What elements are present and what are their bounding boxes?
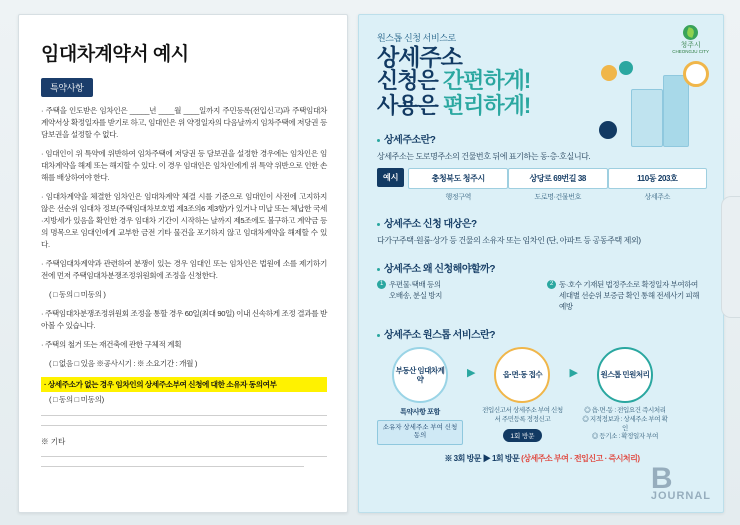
process-flow [377, 347, 707, 445]
benefit-desc-2: 세대별 선순위 보증금 확인 통해 전세사기 피해 예방 [559, 291, 700, 312]
divider-1 [41, 415, 327, 416]
hero-line3-prefix: 사용은 [377, 92, 443, 118]
magnifier-icon [683, 61, 709, 87]
flow-step-1-caption: 특약사항 포함 [400, 409, 440, 417]
divider-4 [41, 466, 304, 467]
detailed-address-consent-highlight: · 상세주소가 없는 경우 임차인의 상세주소부여 신청에 대한 소유자 동의여부 [41, 377, 327, 392]
page-title: 임대차계약서 예시 [41, 44, 189, 65]
clause-5: · 주택임대차분쟁조정위원회 조정을 통할 경우 60일(최대 90일) 이내 신속하게 조정 결과를 받아볼 수 있습니다. [41, 308, 327, 330]
hero-line2-accent: 간편하게! [442, 68, 531, 94]
building-shape-2 [663, 75, 689, 147]
footer-note-prefix: ※ 3회 방문 ▶ 1회 방문 [444, 453, 520, 463]
address-cell-region [408, 168, 508, 202]
clause-6: · 주택의 철거 또는 재건축에 관한 구체적 계획 [41, 339, 182, 349]
etc-label: ※ 기타 [41, 436, 66, 446]
dispute-consent-checkboxes[interactable]: ( □ 동의 □ 미동의 ) [49, 289, 106, 299]
divider-2 [41, 425, 327, 426]
watermark [651, 462, 711, 502]
clause-4: · 주택임대차계약과 관련하여 분쟁이 있는 경우 임대인 또는 임차인은 법원에 소를 제기하기 전에 먼저 주택임대차분쟁조정위원회에 조정을 신청한다. [41, 258, 327, 280]
benefit-title-2: 동·호수 기재된 법정주소로 확정일자 부여하여 [559, 280, 698, 290]
right-page [358, 14, 724, 513]
flow-arrow-1-icon: ▶ [467, 367, 476, 380]
illustration [597, 59, 715, 151]
left-page [18, 14, 348, 513]
benefit-desc-1: 오배송, 분실 방지 [389, 291, 442, 301]
flow-step-2-circle: 읍·면·동 접수 [494, 347, 550, 403]
address-cell-road [508, 168, 608, 202]
clause-1: · 주택을 인도받은 임차인은 _____년 ____월 ____일까지 주민등록(전입신고)과 주택임대차계약서상 확정일자를 받기로 하고, 임대인은 위 약정일자의 다음날까지 임차주택에 저당권 등 담보권을 설정할 수 없다. [41, 106, 327, 139]
section-body-target: 다가구주택·원룸·상가 등 건물의 소유자 또는 임차인 (단, 아파트 등 공동주택 제외) [377, 236, 641, 246]
flow-step-1 [377, 347, 463, 445]
city-logo-sub: CHEONGJU CITY [672, 48, 709, 54]
section-body-what-is: 상세주소는 도로명주소의 건물번호 뒤에 표기하는 동·층·호실니다. [377, 152, 591, 162]
flow-step-1-circle: 부동산 임대차계약 [392, 347, 448, 403]
section-heading-what-is: 상세주소란? [377, 131, 707, 146]
flow-step-3-caption-2: ◎ 지적정보과 : 상세주소 부여 확인 [582, 415, 668, 432]
flow-step-3-caption-3: ◎ 등기소 : 확정일자 부여 [591, 433, 658, 441]
address-cell-region-value: 충청북도 청주시 [408, 168, 508, 189]
hero-subtitle: 원스톱 신청 서비스로 [377, 33, 456, 43]
person-avatar-icon-3 [599, 121, 617, 139]
footer-note-suffix: (상세주소 부여 · 전입신고 · 즉시처리) [521, 453, 640, 463]
watermark-sub: JOURNAL [650, 490, 711, 502]
address-cell-detail [608, 168, 708, 202]
detailed-address-consent-checkboxes[interactable]: ( □ 동의 □ 미동의) [49, 394, 104, 404]
clause-3: · 임대차계약을 체결한 임차인은 임대차계약 체결 시를 기준으로 임대인이 사전에 고지하지 않은 선순위 임대차 정보(주택임대차보호법 제3조의6 제3항)가 있거나 미납 또는 체납한 국세·지방세가 있음을 확인한 경우 임대차 기간이 시작하는 날까지 제5조에도 불구하고 계약금 등의 명목으로 임대인에게 교부한 금전 기타 물건을 포기하지 않고 임대차계약을 해제할 수 있다. [41, 191, 327, 249]
benefit-title-1: 우편물·택배 등의 [389, 280, 441, 290]
city-logo [672, 25, 709, 55]
benefits-list [377, 280, 707, 313]
hero-line2-prefix: 신청은 [377, 68, 443, 94]
address-cell-region-label: 행정구역 [445, 194, 471, 202]
address-example-table [377, 168, 707, 202]
hero-line3-accent: 편리하게! [442, 92, 531, 118]
flow-step-2-visit-tag: 1회 방문 [503, 429, 541, 442]
plan-checkboxes[interactable]: ( □ 없음 □ 있음 ※공사시기 : ※ 소요기간 : 개월 ) [49, 358, 197, 368]
hero-title-main: 상세주소 [377, 44, 462, 70]
building-shape [631, 89, 663, 147]
flow-step-3-circle: 원스톱 민원처리 [597, 347, 653, 403]
benefit-item-1 [377, 280, 537, 313]
benefit-number-icon-1: 1 [377, 280, 386, 289]
address-cell-detail-value: 110동 203호 [608, 168, 708, 189]
flow-step-3-caption-1: ◎ 읍·면·동 : 전입요건 즉시처리 [584, 407, 666, 415]
benefit-item-2 [547, 280, 707, 313]
folder-notch [721, 196, 740, 318]
address-example-badge: 예시 [377, 168, 404, 187]
benefit-number-icon-2: 2 [547, 280, 556, 289]
flow-step-1-badge: 소유자 상세주소 부여 신청 동의 [377, 420, 463, 445]
city-emblem-icon [683, 25, 698, 40]
section-heading-target: 상세주소 신청 대상은? [377, 215, 707, 230]
clause-2: · 임대인이 위 특약에 위반하여 임차주택에 저당권 등 담보권을 설정한 경우에는 임차인은 임대차계약을 해제 또는 해지할 수 있다. 이 경우 임대인은 임차인에게 위 특약 위반으로 인한 손해를 배상하여야 한다. [41, 148, 327, 182]
divider-3 [41, 456, 327, 457]
address-cell-road-value: 상당로 69번길 38 [508, 168, 608, 189]
flow-arrow-2-icon: ▶ [569, 367, 578, 380]
address-cell-detail-label: 상세주소 [644, 194, 670, 202]
section-heading-onestop: 상세주소 원스톱 서비스란? [377, 326, 707, 341]
flow-step-2-caption: 전입신고서 상세주소 부여 신청서 주민등록 정정신고 [482, 407, 563, 423]
watermark-letter: B [650, 462, 671, 495]
flow-step-3 [582, 347, 668, 442]
person-avatar-icon [601, 65, 617, 81]
special-terms-badge: 특약사항 [41, 78, 93, 97]
city-logo-name: 청주시 [680, 42, 701, 49]
flow-step-2 [479, 347, 565, 443]
person-avatar-icon-2 [619, 61, 633, 75]
section-heading-why: 상세주소 왜 신청해야할까? [377, 260, 707, 275]
address-cell-road-label: 도로명·건물번호 [534, 194, 581, 202]
